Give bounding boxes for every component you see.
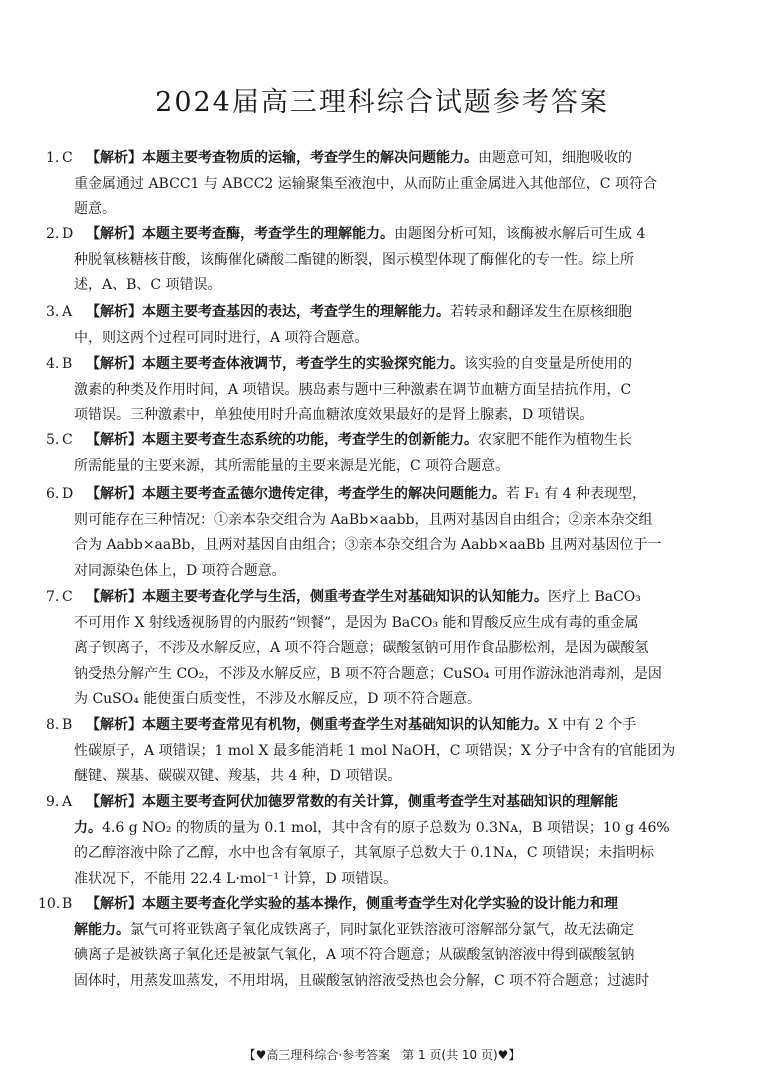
analysis-text: 重金属通过 ABCC1 与 ABCC2 运输聚集至液泡中，从而防止重金属进入其他部位，C 项符合 [74, 175, 657, 192]
answer-line [74, 172, 704, 198]
analysis-text: 医疗上 BaCO₃ [548, 589, 641, 605]
answer-line [74, 378, 704, 404]
analysis-text: 碘离子是被铁离子氧化还是被氯气氧化，A 项不符合题意；从碳酸氢钠溶液中得到碳酸氢钠 [74, 947, 635, 963]
question-number: 10. [38, 896, 61, 912]
answer-line [46, 300, 704, 326]
analysis-text: 离子钡离子，不涉及水解反应，A 项不符合题意；碳酸氢钠可用作食品膨松剂，是因为碳酸氢 [74, 640, 649, 656]
analysis-text: 该实验的自变量是所使用的 [464, 356, 632, 372]
analysis-text: 项错误。三种激素中，单独使用时升高血糖浓度效果最好的是肾上腺素，D 项错误。 [74, 407, 594, 423]
analysis-tag: 【解析】 [86, 486, 142, 502]
answer-line [46, 352, 704, 378]
analysis-text: 固体时，用蒸发皿蒸发，不用坩埚，且碳酸氢钠溶液受热也会分解，C 项不符合题意；过滤时 [74, 972, 650, 989]
heart-icon: ♥ [497, 1048, 509, 1062]
analysis-summary: 本题主要考查基因的表达，考查学生的理解能力。 [142, 304, 450, 320]
analysis-tag: 【解析】 [86, 356, 142, 372]
answer-line [46, 482, 704, 508]
answer-line [38, 892, 704, 918]
analysis-summary: 解能力。 [74, 921, 130, 938]
analysis-summary: 本题主要考查酶，考查学生的理解能力。 [142, 226, 394, 242]
analysis-text: 的乙醇溶液中除了乙醇，水中也含有氧原子，其氧原子总数大于 0.1Nᴀ，C 项错误；未指明标 [74, 845, 655, 861]
analysis-summary: 本题主要考查孟德尔遗传定律，考查学生的解决问题能力。 [142, 486, 506, 502]
answer-letter: A [62, 794, 73, 810]
analysis-summary: 本题主要考查阿伏加德罗常数的有关计算，侧重考查学生对基础知识的理解能 [142, 794, 618, 810]
answer-item [46, 352, 704, 429]
answer-letter: B [62, 356, 73, 372]
analysis-tag: 【解析】 [86, 717, 142, 733]
answer-line [46, 713, 704, 739]
heart-icon: ♥ [255, 1048, 267, 1062]
question-number: 3. [46, 304, 60, 320]
page-footer [0, 1046, 764, 1063]
analysis-summary: 本题主要考查化学实验的基本操作，侧重考查学生对化学实验的设计能力和理 [142, 896, 618, 912]
answer-line [74, 687, 704, 713]
analysis-text: 醚键、羰基、碳碳双键、羧基，共 4 种，D 项错误。 [74, 768, 402, 784]
question-number: 4. [46, 356, 60, 372]
analysis-text: 对同源染色体上，D 项符合题意。 [74, 562, 286, 579]
answer-line [74, 816, 704, 842]
answer-item [46, 482, 704, 584]
answer-item [46, 300, 704, 351]
analysis-text: 性碳原子，A 项错误；1 mol X 最多能消耗 1 mol NaOH，C 项错误；X 分子中含有的官能团为 [74, 742, 676, 759]
answer-line [74, 403, 704, 429]
analysis-tag: 【解析】 [86, 304, 142, 320]
answer-letter: B [62, 717, 73, 733]
analysis-text: 由题意可知，细胞吸收的 [478, 150, 632, 166]
answer-line [46, 146, 704, 172]
answer-line [74, 533, 704, 559]
analysis-tag: 【解析】 [86, 432, 142, 448]
analysis-tag: 【解析】 [86, 226, 142, 242]
answer-line [74, 662, 704, 688]
analysis-text: 中，则这两个过程可同时进行，A 项符合题意。 [74, 329, 369, 346]
analysis-text: 则可能存在三种情况：①亲本杂交组合为 AaBb×aabb，且两对基因自由组合；②亲本杂交组 [74, 511, 653, 528]
footer-bracket-left: 【 [243, 1048, 256, 1062]
question-number: 2. [46, 226, 60, 242]
analysis-summary: 本题主要考查常见有机物，侧重考查学生对基础知识的认知能力。 [142, 717, 548, 733]
analysis-text: 种脱氧核糖核苷酸，该酶催化磷酸二酯键的断裂，图示模型体现了酶催化的专一性。综上所 [74, 251, 634, 268]
answer-line [46, 790, 704, 816]
answer-line [74, 326, 704, 352]
answer-item [46, 713, 704, 790]
answer-line [74, 841, 704, 867]
analysis-text: 若 F₁ 有 4 种表现型， [506, 486, 647, 502]
analysis-text: 氯气可将亚铁离子氧化成铁离子，同时氯化亚铁溶液可溶解部分氯气，故无法确定 [130, 921, 634, 938]
answer-line [74, 969, 704, 995]
analysis-text: 为 CuSO₄ 能使蛋白质变性，不涉及水解反应，D 项不符合题意。 [74, 691, 481, 707]
answer-letter: C [62, 589, 73, 605]
answer-letter: C [62, 432, 73, 448]
analysis-text: 激素的种类及作用时间，A 项错误。胰岛素与题中三种激素在调节血糖方面呈拮抗作用，C [74, 381, 632, 398]
analysis-text: 若转录和翻译发生在原核细胞 [450, 304, 632, 320]
answer-line [74, 248, 704, 274]
answer-line [74, 508, 704, 534]
answer-letter: D [62, 486, 74, 502]
analysis-tag: 【解析】 [86, 794, 142, 810]
answer-item [46, 428, 704, 479]
answer-line [46, 222, 704, 248]
question-number: 9. [46, 794, 60, 810]
answer-line [74, 636, 704, 662]
analysis-tag: 【解析】 [86, 150, 142, 166]
question-number: 5. [46, 432, 60, 448]
analysis-text: 由题图分析可知，该酶被水解后可生成 4 [394, 226, 646, 242]
answer-letter: B [62, 896, 73, 912]
answer-line [74, 611, 704, 637]
analysis-text: 钠受热分解产生 CO₂，不涉及水解反应，B 项不符合题意；CuSO₄ 可用作游泳池消毒剂，是因 [74, 665, 662, 682]
answer-item [46, 222, 704, 299]
question-number: 6. [46, 486, 60, 502]
answer-line [74, 559, 704, 585]
analysis-tag: 【解析】 [86, 896, 142, 912]
analysis-text: 所需能量的主要来源，其所需能量的主要来源是光能，C 项符合题意。 [74, 457, 510, 474]
answer-letter: D [62, 226, 74, 242]
answer-line [74, 918, 704, 944]
analysis-text: 不可用作 X 射线透视肠胃的内服药“钡餐”，是因为 BaCO₃ 能和胃酸反应生成有毒的重金属 [74, 614, 639, 631]
answer-line [46, 428, 704, 454]
question-number: 1. [46, 150, 60, 166]
question-number: 7. [46, 589, 60, 605]
answer-line [74, 867, 704, 893]
footer-text: 高三理科综合·参考答案 第 1 页(共 10 页) [266, 1048, 498, 1062]
answer-letter: C [62, 150, 73, 166]
analysis-tag: 【解析】 [86, 589, 142, 605]
page-title: 2024届高三理科综合试题参考答案 [155, 87, 609, 118]
footer-bracket-right: 】 [508, 1048, 521, 1062]
analysis-text: X 中有 2 个手 [548, 717, 637, 733]
analysis-text: 4.6 g NO₂ 的物质的量为 0.1 mol，其中含有的原子总数为 0.3Nᴀ，B 项错误；10 g 46% [102, 819, 670, 836]
analysis-summary: 本题主要考查物质的运输，考查学生的解决问题能力。 [142, 150, 478, 166]
analysis-summary: 力。 [74, 819, 102, 836]
answer-line [74, 739, 704, 765]
analysis-text: 题意。 [74, 201, 116, 217]
answer-item [46, 585, 704, 713]
analysis-summary: 本题主要考查体液调节，考查学生的实验探究能力。 [142, 356, 464, 372]
answer-item [46, 790, 704, 892]
answer-letter: A [62, 304, 73, 320]
answer-line [74, 273, 704, 299]
analysis-summary: 本题主要考查生态系统的功能，考查学生的创新能力。 [142, 432, 478, 448]
analysis-summary: 本题主要考查化学与生活，侧重考查学生对基础知识的认知能力。 [142, 589, 548, 605]
answer-line [74, 764, 704, 790]
answer-line [74, 943, 704, 969]
answer-item [38, 892, 704, 994]
answer-line [74, 197, 704, 223]
analysis-text: 准状况下，不能用 22.4 L·mol⁻¹ 计算，D 项错误。 [74, 870, 398, 887]
analysis-text: 述，A、B、C 项错误。 [74, 277, 222, 293]
answer-line [74, 454, 704, 480]
answer-item [46, 146, 704, 223]
analysis-text: 农家肥不能作为植物生长 [478, 432, 632, 448]
analysis-text: 合为 Aabb×aaBb，且两对基因自由组合；③亲本杂交组合为 Aabb×aaBb 且两对基因位于一 [74, 537, 662, 553]
question-number: 8. [46, 717, 60, 733]
answer-line [46, 585, 704, 611]
